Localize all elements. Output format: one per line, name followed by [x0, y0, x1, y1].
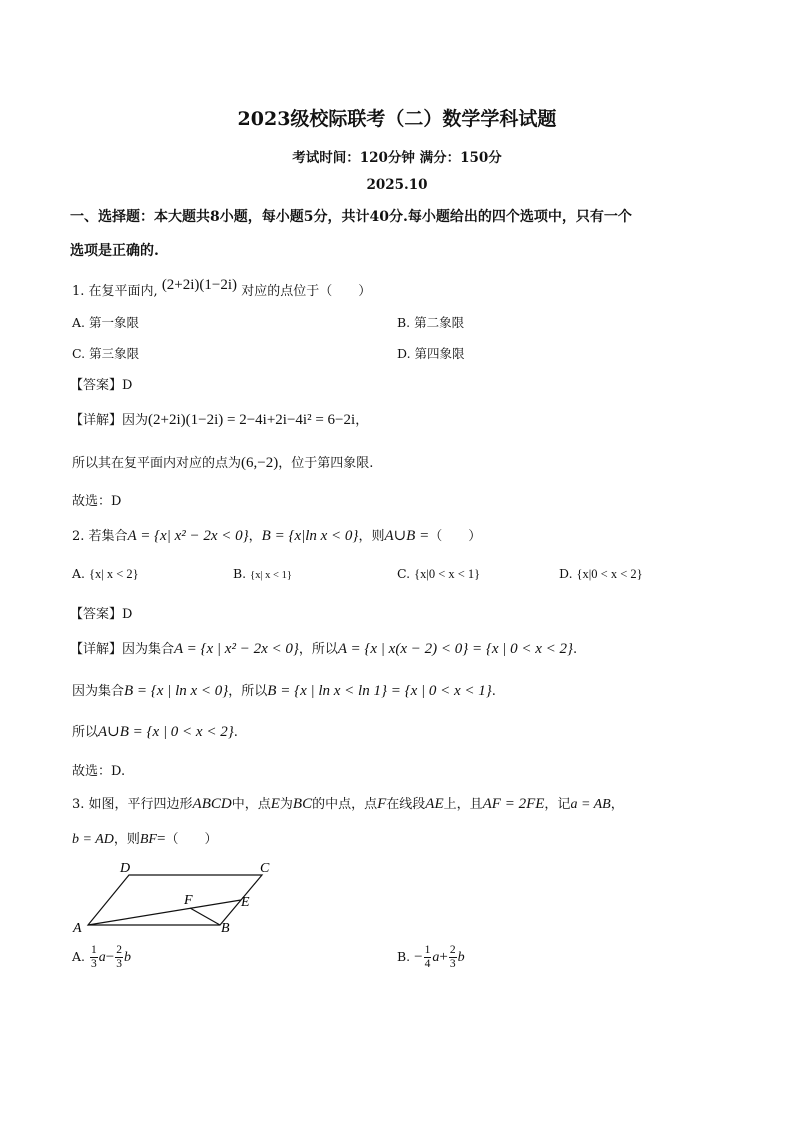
q3-stem-line2 — [72, 828, 217, 848]
parallelogram-outline — [88, 875, 262, 925]
q3-l2-mid: ，则 — [113, 832, 140, 847]
label-f: F — [184, 893, 193, 908]
vector-b: b — [457, 950, 465, 965]
q2-d3-label: 所以 — [72, 725, 99, 740]
label-a: A — [73, 921, 82, 936]
q1-point: (6,−2) — [241, 455, 279, 471]
segment-ae — [88, 900, 241, 925]
q2-option-a-value: {x| x < 2} — [89, 567, 139, 581]
q2-union: A∪B = — [384, 528, 430, 544]
q3-point-f: F — [377, 796, 387, 812]
q1-detail-label: 【详解】因为 — [70, 413, 149, 428]
q2-d2-label: 因为集合 — [72, 684, 125, 699]
q1-prefix: 1. 在复平面内, — [72, 284, 158, 299]
label-c: C — [260, 861, 270, 876]
q3-stem-line1 — [72, 793, 624, 813]
frac-denominator: 3 — [116, 958, 122, 970]
q1-detail-line2 — [72, 452, 373, 472]
q1-line2-end: ，位于第四象限. — [278, 456, 374, 471]
q2-sep: ， — [248, 529, 262, 544]
q2-paren: （ ） — [429, 529, 482, 544]
q2-d1-label: 【详解】因为集合 — [70, 642, 175, 657]
frac-denominator: 4 — [424, 958, 431, 970]
q2-prefix: 2. 若集合 — [72, 529, 128, 544]
frac-numerator: 2 — [449, 944, 456, 956]
q3-vector-a-def: a = AB — [570, 797, 611, 812]
q3-l1-end: ， — [610, 797, 624, 812]
q3-l1-h: ，记 — [544, 797, 571, 812]
q3-vector-b-def: b = AD — [72, 832, 114, 847]
q2-option-a — [72, 566, 139, 582]
q2-d2-end: . — [491, 684, 496, 699]
q2-detail-line3 — [72, 721, 238, 741]
exam-date: 2025.10 — [366, 177, 428, 193]
q3-option-b-label: B. — [397, 949, 411, 964]
label-d: D — [120, 861, 131, 876]
q2-set-b: B = {x|ln x < 0} — [261, 528, 359, 544]
q3-l1-b: 中，点 — [231, 797, 271, 812]
q2-option-c-label: C. — [397, 566, 411, 581]
q2-answer: 【答案】D — [70, 607, 133, 622]
q3-l1-e2: 在线段 — [386, 797, 426, 812]
q1-stem — [72, 277, 372, 300]
exam-meta: 考试时间：120分钟 满分：150分 — [292, 150, 502, 166]
q3-l1-g: 上，且 — [443, 797, 483, 812]
q2-option-d-label: D. — [559, 566, 573, 581]
q1-line2-text: 所以其在复平面内对应的点为 — [72, 456, 242, 471]
q3-l2-paren: （ ） — [165, 832, 218, 847]
q2-option-c — [397, 566, 480, 582]
vector-a: a — [98, 950, 106, 965]
q2-option-a-label: A. — [72, 566, 86, 581]
q2-d3-end: . — [233, 725, 238, 740]
q2-option-c-value: {x|0 < x < 1} — [414, 567, 481, 581]
q3-point-e: E — [270, 796, 280, 812]
exam-title: 2023级校际联考（二）数学学科试题 — [237, 108, 557, 130]
label-e: E — [241, 895, 250, 910]
q1-detail-end: ， — [355, 413, 369, 428]
label-b: B — [221, 921, 230, 936]
q2-d3-expr: A∪B = {x | 0 < x < 2} — [98, 724, 234, 740]
frac-denominator: 3 — [449, 958, 456, 970]
q1-option-a: A. 第一象限 — [72, 315, 139, 330]
operator: − — [105, 949, 115, 965]
q2-d1-end: . — [573, 642, 578, 657]
q2-option-b-label: B. — [233, 566, 247, 581]
frac-numerator: 1 — [91, 944, 97, 956]
q3-abcd: ABCD — [192, 796, 232, 812]
q2-d2-expr2: B = {x | ln x < ln 1} = {x | 0 < x < 1} — [267, 683, 492, 699]
q3-option-a-frac2 — [115, 944, 123, 971]
q3-option-a — [72, 944, 131, 971]
vector-a: a — [432, 950, 440, 965]
q2-set-a: A = {x| x² − 2x < 0} — [127, 528, 249, 544]
q2-option-d — [559, 566, 643, 582]
q3-segment-bc: BC — [292, 796, 313, 812]
q3-l1-d: 的中点，点 — [312, 797, 378, 812]
q2-detail-line1 — [70, 638, 577, 658]
q1-option-b: B. 第二象限 — [397, 315, 465, 330]
section-heading-line1: 一、选择题：本大题共8小题，每小题5分，共计40分.每小题给出的四个选项中，只有一个 — [70, 209, 632, 225]
q1-suffix: 对应的点位于（ ） — [241, 284, 372, 299]
q2-suffix: ，则 — [358, 529, 385, 544]
q3-condition: AF = 2FE — [482, 796, 545, 812]
q2-d2-expr1: B = {x | ln x < 0} — [124, 683, 229, 699]
q1-expression: (2+2i)(1−2i) — [161, 277, 238, 293]
q2-choose: 故选：D. — [72, 764, 126, 779]
q2-detail-line2 — [72, 680, 496, 700]
q3-vector-bf: BF — [139, 832, 157, 847]
q1-detail-expr: (2+2i)(1−2i) = 2−4i+2i−4i² = 6−2i — [148, 412, 356, 428]
q1-choose: 故选：D — [72, 494, 122, 509]
q3-l1-a: 3. 如图，平行四边形 — [72, 797, 193, 812]
q3-segment-ae: AE — [425, 796, 444, 812]
sign: − — [414, 949, 423, 965]
q1-detail — [70, 409, 368, 429]
q2-d1-mid: ，所以 — [298, 642, 338, 657]
q2-stem — [72, 525, 481, 545]
q3-option-a-label: A. — [72, 949, 86, 964]
q3-option-a-frac1 — [90, 944, 98, 971]
q3-option-b-frac1 — [424, 944, 432, 971]
frac-denominator: 3 — [91, 958, 97, 970]
parallelogram-figure — [70, 855, 290, 940]
q3-l1-c: 为 — [279, 797, 293, 812]
operator: + — [439, 949, 448, 965]
q3-option-b — [397, 944, 465, 971]
frac-numerator: 2 — [116, 944, 122, 956]
vector-b: b — [123, 950, 131, 965]
q3-l2-eq: = — [156, 831, 166, 847]
q1-option-d: D. 第四象限 — [397, 346, 465, 361]
section-heading-line2: 选项是正确的. — [70, 243, 159, 259]
q2-option-d-value: {x|0 < x < 2} — [576, 567, 643, 581]
q2-option-b-value: {x| x < 1} — [250, 570, 292, 581]
q3-option-b-frac2 — [449, 944, 457, 971]
q1-answer: 【答案】D — [70, 378, 133, 393]
q2-d1-expr1: A = {x | x² − 2x < 0} — [174, 641, 299, 657]
segment-bf — [190, 908, 220, 925]
q2-d2-mid: ，所以 — [228, 684, 268, 699]
q2-d1-expr2: A = {x | x(x − 2) < 0} = {x | 0 < x < 2} — [337, 641, 574, 657]
frac-numerator: 1 — [424, 944, 431, 956]
q1-option-c: C. 第三象限 — [72, 346, 140, 361]
q2-option-b — [233, 566, 292, 581]
